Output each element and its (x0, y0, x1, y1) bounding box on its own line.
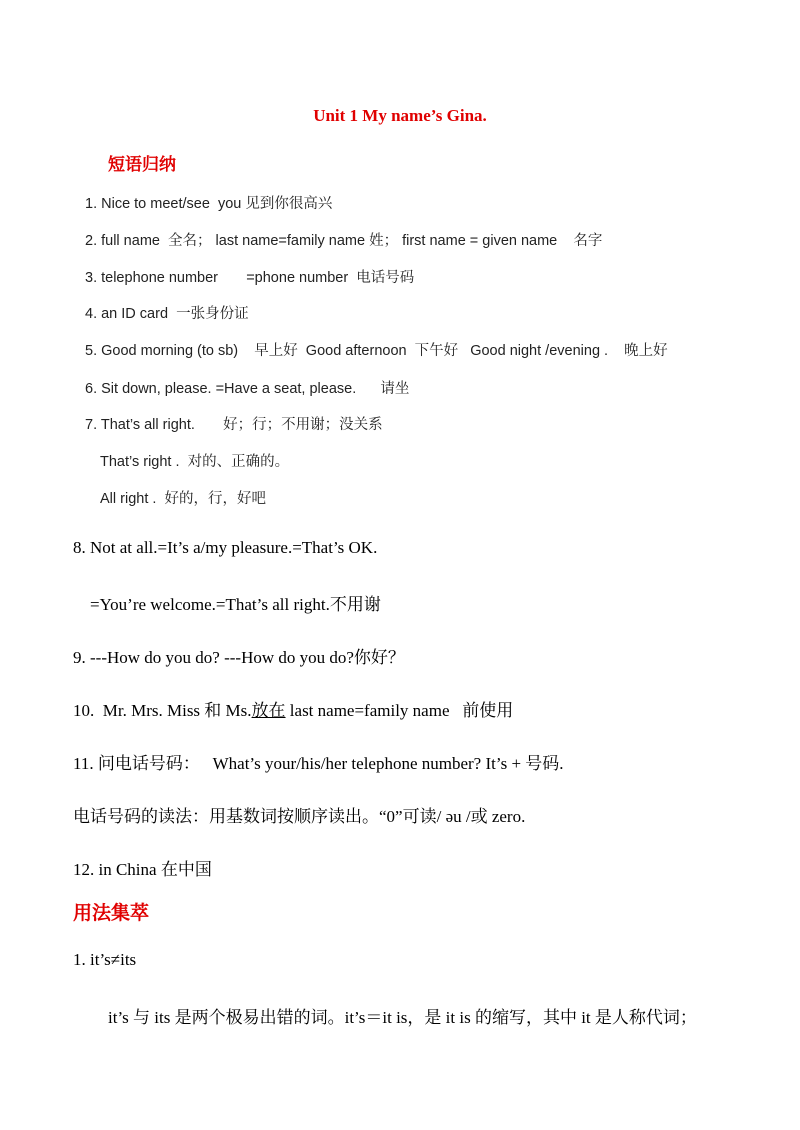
item-8-line-2: =You’re welcome.=That’s all right.不用谢 (90, 595, 381, 614)
phrase-item-7-sub-1: That’s right . 对的、正确的。 (100, 454, 290, 470)
phrase-item-3: 3. telephone number =phone number 电话号码 (85, 270, 415, 286)
phrase-item-7-sub-2: All right . 好的，行，好吧 (100, 491, 266, 507)
phrase-item-4: 4. an ID card 一张身份证 (85, 306, 249, 322)
phrase-item-2: 2. full name 全名； last name=family name 姓； first name = given name 名字 (85, 233, 603, 249)
item-10-suffix: last name=family name 前使用 (285, 701, 514, 720)
usage-item-1: 1. it’s≠its (73, 950, 137, 969)
item-10-underlined: 放在 (251, 701, 286, 720)
item-9: 9. ---How do you do? ---How do you do?你好？ (73, 648, 405, 667)
section-heading-usage: 用法集萃 (73, 903, 150, 924)
item-10-prefix: 10. Mr. Mrs. Miss 和 Ms. (73, 701, 252, 720)
usage-item-1-description: it’s 与 its 是两个极易出错的词。it’s＝it is，是 it is 的缩写，其中 it 是人称代词； (108, 1008, 697, 1027)
item-10 (73, 696, 513, 721)
item-11: 11. 问电话号码： What’s your/his/her telephone number? It’s + 号码. (73, 754, 564, 773)
section-heading-phrases: 短语归纳 (108, 155, 176, 174)
page-title: Unit 1 My name’s Gina. (313, 106, 487, 125)
phrase-item-7: 7. That’s all right. 好；行；不用谢；没关系 (85, 417, 383, 433)
phrase-item-1: 1. Nice to meet/see you 见到你很高兴 (85, 196, 333, 212)
phone-reading-note: 电话号码的读法：用基数词按顺序读出。“0”可读/ əu /或 zero. (73, 807, 526, 826)
phrase-item-6: 6. Sit down, please. =Have a seat, please. 请坐 (85, 381, 410, 397)
item-8-line-1: 8. Not at all.=It’s a/my pleasure.=That’s OK. (73, 538, 378, 557)
phrase-item-5: 5. Good morning (to sb) 早上好 Good afternoon 下午好 Good night /evening . 晚上好 (85, 343, 668, 359)
item-12: 12. in China 在中国 (73, 860, 212, 879)
